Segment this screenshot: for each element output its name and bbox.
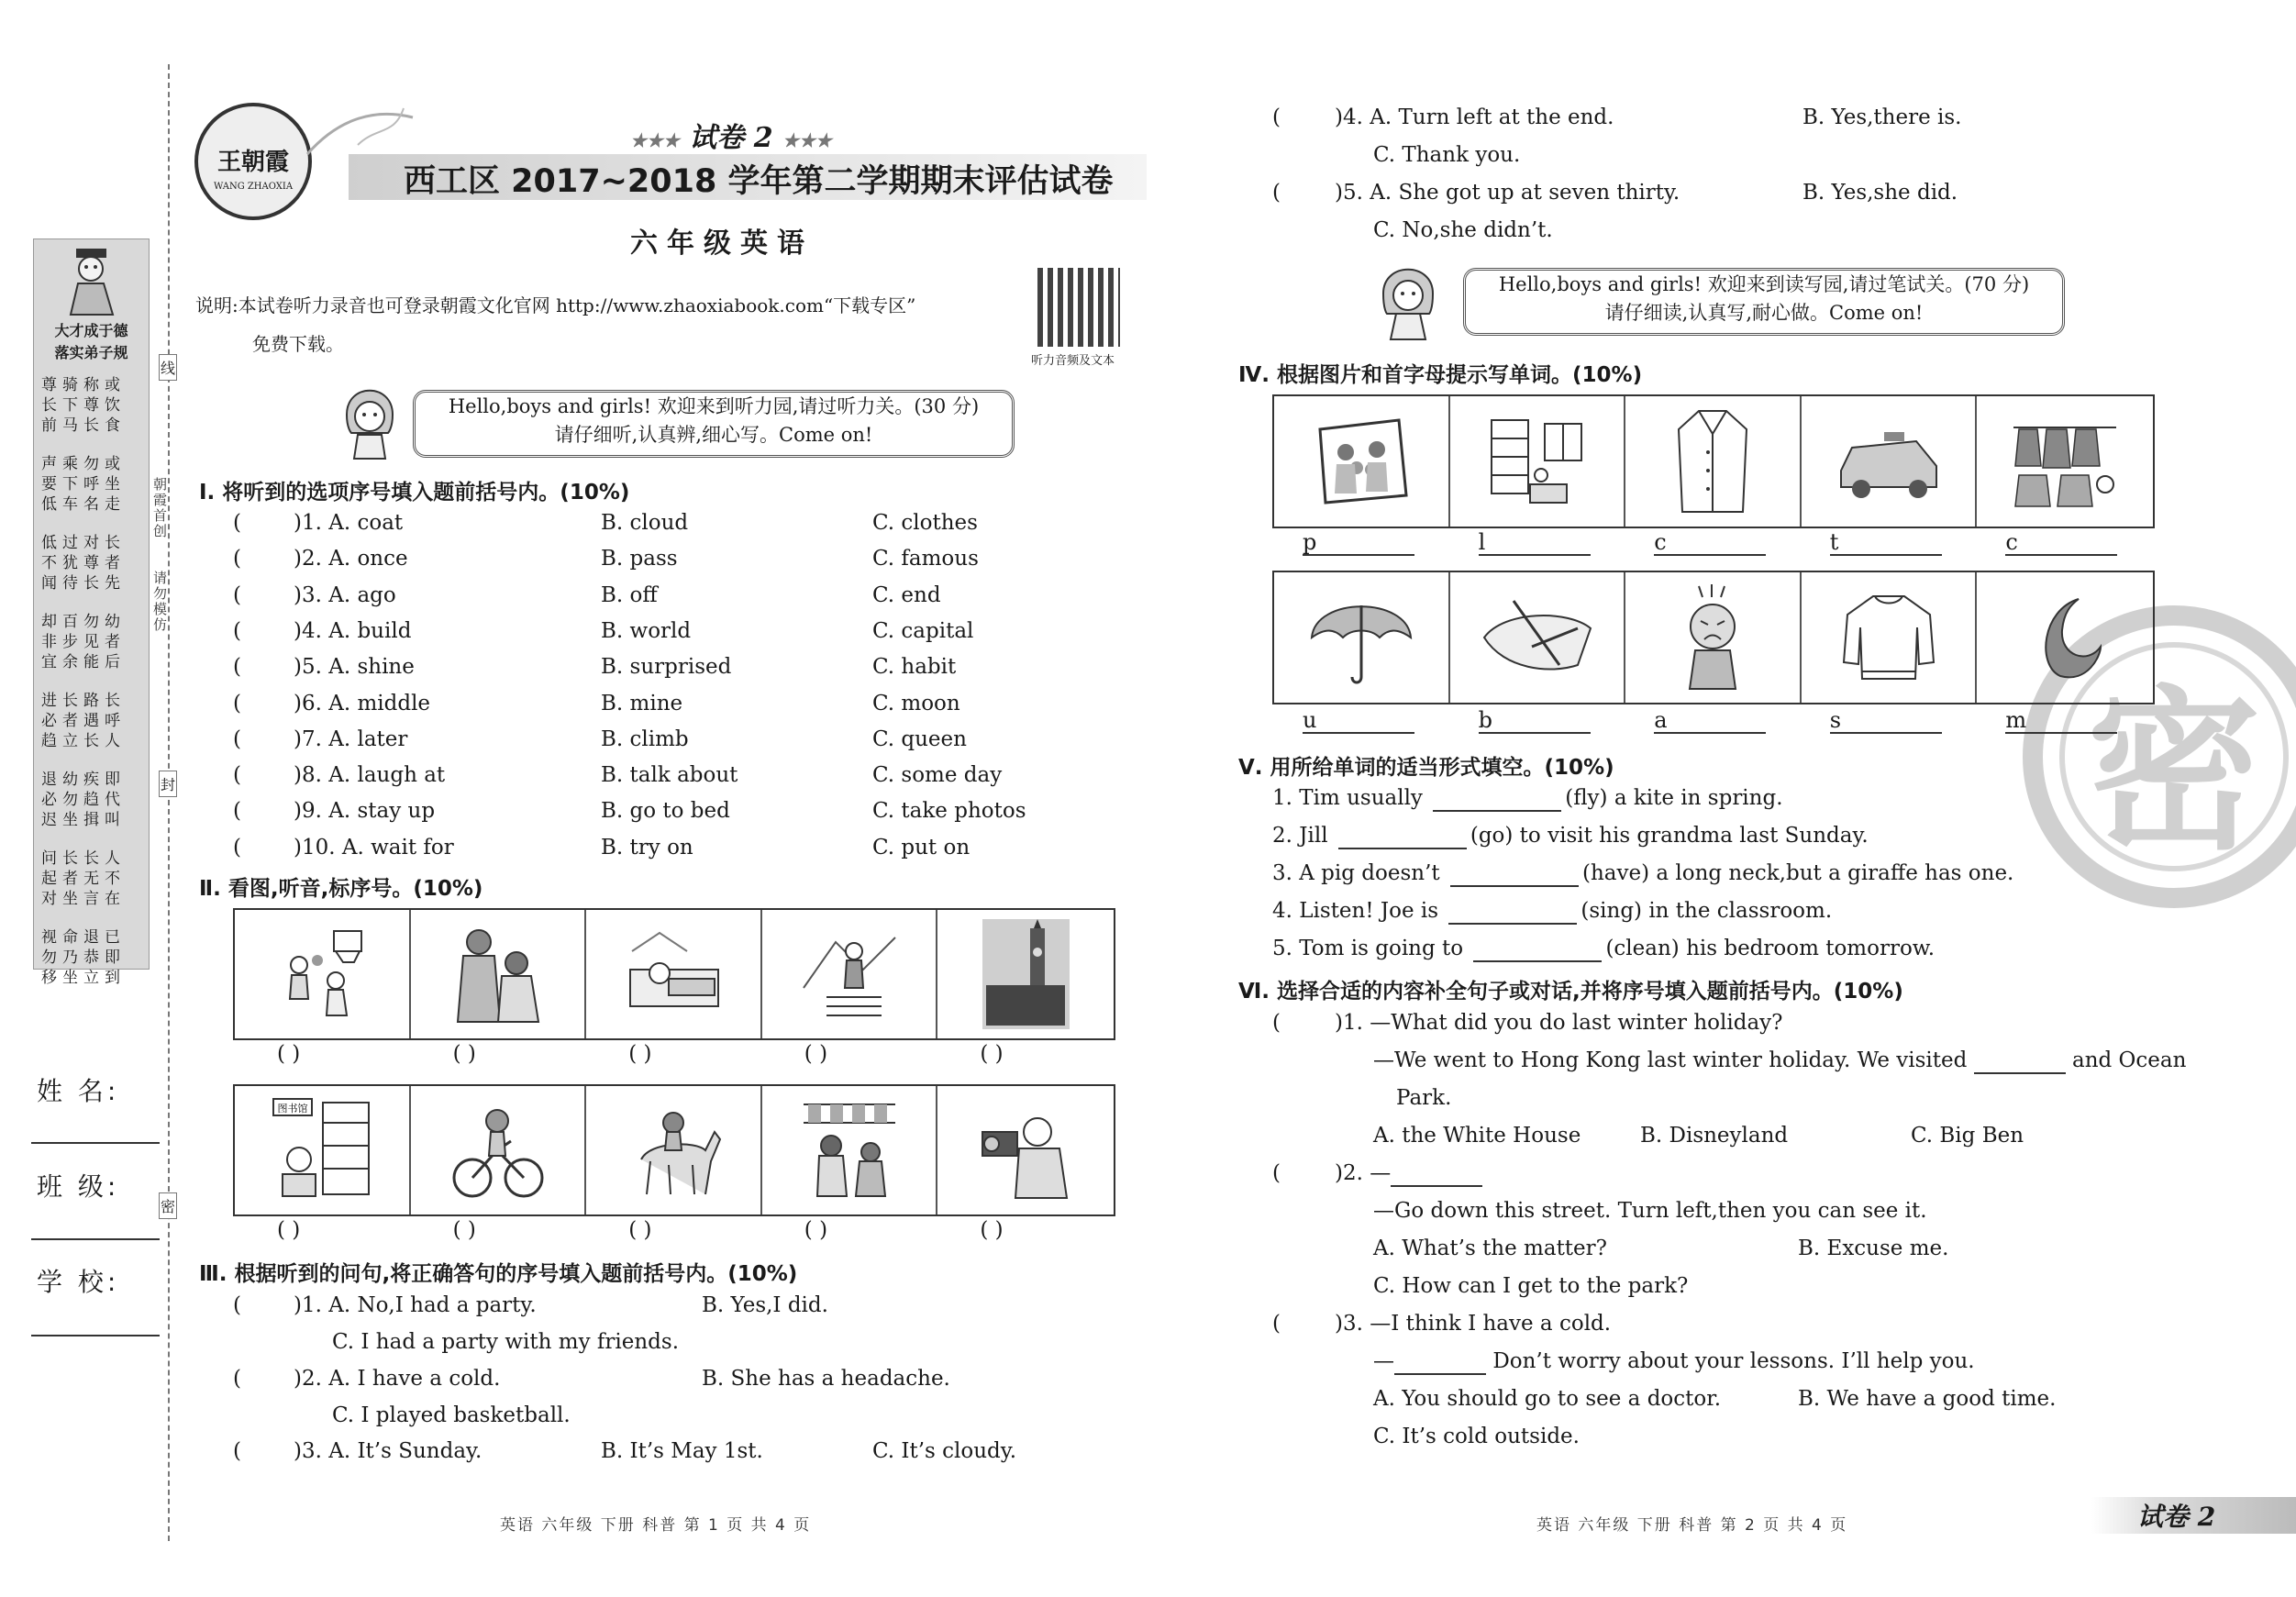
rule-block: 视命退已 勿乃恭即 移坐立到	[41, 928, 126, 987]
option-c: C. It’s cold outside.	[1373, 1425, 1580, 1448]
dialog-text: )2. —	[1335, 1161, 1392, 1185]
answer-bracket[interactable]: (	[1272, 1312, 1281, 1336]
answer-paren[interactable]: ( )	[452, 1218, 476, 1242]
option-n: )4. A. Turn left at the end.	[1335, 105, 1614, 129]
sick-in-bed-icon	[623, 924, 724, 1025]
girl-listening-icon	[338, 378, 402, 460]
moon-icon	[2024, 592, 2106, 683]
option-a: )10. A. wait for	[294, 835, 454, 859]
bubble-line: Hello,boys and girls! 欢迎来到读写园,请过笔试关。(70 分)	[1498, 273, 2030, 295]
picture-cell	[1274, 572, 1450, 703]
initial-letter: a	[1654, 707, 1668, 733]
answer-blank[interactable]	[1974, 1048, 2066, 1074]
initial-letter: c	[2005, 529, 2018, 555]
school-label: 学 校:	[37, 1267, 120, 1297]
option-b: B. mine	[601, 691, 683, 715]
answer-blank[interactable]	[1394, 1349, 1486, 1375]
question-line: Park.	[1396, 1086, 1452, 1110]
picture-cell	[1450, 572, 1626, 703]
clothes-store-icon	[2010, 411, 2120, 512]
listening-bubble	[413, 390, 1015, 458]
option-b: B. climb	[601, 726, 689, 751]
copyright-note: 朝霞首创	[151, 477, 168, 539]
picture-cell	[235, 910, 411, 1038]
name-label: 姓 名:	[37, 1076, 120, 1106]
picture-cell	[235, 1086, 411, 1214]
kids-basketball-icon	[272, 924, 372, 1025]
option-b: B. pass	[601, 547, 678, 571]
coat-icon	[1671, 406, 1754, 516]
bubble-line: Hello,boys and girls! 欢迎来到听力园,请过听力关。(30 分)	[448, 395, 980, 417]
seal-char: 密	[2086, 670, 2261, 873]
option-b: B. Disneyland	[1640, 1124, 1789, 1148]
shopping-icon	[799, 1095, 900, 1205]
answer-bracket[interactable]: (	[233, 1367, 241, 1391]
rule-block: 却百勿幼 非步见者 宜余能后	[41, 613, 126, 671]
option-b: B. It’s May 1st.	[601, 1439, 763, 1463]
boat-icon	[1477, 592, 1596, 683]
writing-bubble	[1463, 268, 2065, 336]
answer-paren[interactable]: ( )	[277, 1218, 301, 1242]
option-a: A. What’s the matter?	[1373, 1237, 1607, 1260]
answer-bracket[interactable]: (	[233, 547, 241, 571]
answer-paren[interactable]: ( )	[628, 1042, 652, 1066]
question-line: )1. —What did you do last winter holiday?	[1335, 1011, 1783, 1035]
answer-bracket[interactable]: (	[233, 618, 241, 643]
option-a: )5. A. shine	[294, 655, 415, 680]
word-blank[interactable]	[2005, 530, 2117, 556]
word-blank[interactable]	[1479, 530, 1591, 556]
option-a: )8. A. laugh at	[294, 763, 446, 788]
rule-block: 声乘勿或 要下呼坐 低车名走	[41, 455, 126, 514]
picture-cell	[1450, 396, 1626, 527]
note-line: 免费下载。	[252, 333, 344, 355]
note-line: 说明:本试卷听力录音也可登录朝霞文化官网 http://www.zhaoxiabook.com“下载专区”	[195, 294, 916, 316]
climbing-mountain-icon	[799, 924, 900, 1025]
option-b: B. off	[601, 582, 658, 607]
initial-letter: m	[2005, 707, 2027, 733]
binding-dash-line	[168, 64, 170, 1541]
answer-paren[interactable]: ( )	[804, 1218, 828, 1242]
answer-bracket[interactable]: (	[233, 1293, 241, 1317]
picture-cell	[762, 1086, 938, 1214]
option-c: C. How can I get to the park?	[1373, 1274, 1689, 1298]
answer-paren[interactable]: ( )	[804, 1042, 828, 1066]
section-1-title: Ⅰ. 将听到的选项序号填入题前括号内。(10%)	[199, 481, 630, 505]
page-footer-left: 英语 六年级 下册 科普 第 1 页 共 4 页	[500, 1516, 812, 1535]
banner-stars: ★★★	[630, 129, 680, 151]
dialog-text: and Ocean	[2071, 1048, 2187, 1072]
section-2-title: Ⅱ. 看图,听音,标序号。(10%)	[199, 877, 483, 901]
big-ben-photo-icon	[982, 919, 1070, 1029]
answer-blank[interactable]	[1450, 861, 1579, 887]
option-c: C. habit	[872, 655, 957, 680]
answer-bracket[interactable]: (	[233, 726, 241, 751]
answer-blank[interactable]	[1433, 786, 1561, 812]
rules-list	[41, 375, 144, 1006]
answer-bracket[interactable]: (	[233, 1439, 241, 1463]
option-c: C. It’s cloudy.	[872, 1439, 1017, 1463]
option-b: B. Yes,she did.	[1802, 181, 1958, 205]
option-c: C. I had a party with my friends.	[332, 1330, 680, 1354]
answer-blank[interactable]	[1338, 824, 1467, 849]
fill-in-sentence	[1272, 899, 1832, 925]
option-c: C. queen	[872, 726, 967, 751]
answer-blank[interactable]	[1448, 899, 1577, 925]
answer-bracket[interactable]: (	[1272, 1011, 1281, 1035]
sentence-end: (clean) his bedroom tomorrow.	[1605, 937, 1936, 960]
option-c: C. capital	[872, 618, 974, 643]
word-blank[interactable]	[1479, 708, 1591, 734]
picture-cell	[1802, 396, 1978, 527]
question-line: —Go down this street. Turn left,then you can see it.	[1373, 1199, 1927, 1223]
bubble-line: 请仔细听,认真辨,细心写。Come on!	[554, 424, 873, 446]
option-c: C. moon	[872, 691, 960, 715]
answer-bracket[interactable]: (	[233, 691, 241, 715]
section-3-title: Ⅲ. 根据听到的问句,将正确答句的序号填入题前括号内。(10%)	[199, 1262, 798, 1286]
option-b: B. world	[601, 618, 692, 643]
picture-cell	[586, 910, 762, 1038]
option-b: B. go to bed	[601, 799, 730, 824]
sentence-start: 4. Listen! Joe is	[1272, 899, 1439, 923]
answer-paren[interactable]: ( )	[628, 1218, 652, 1242]
answer-bracket[interactable]: (	[233, 655, 241, 680]
option-b: B. try on	[601, 835, 693, 859]
question-line: )3. —I think I have a cold.	[1335, 1312, 1612, 1336]
question-line	[1373, 1048, 2186, 1074]
answer-bracket[interactable]: (	[1272, 181, 1281, 205]
picture-cell	[586, 1086, 762, 1214]
umbrella-icon	[1306, 587, 1416, 688]
picture-cell	[1802, 572, 1978, 703]
option-b: B. Yes,I did.	[702, 1293, 828, 1317]
cut-mark: 密	[159, 1192, 177, 1219]
bubble-line: 请仔细读,认真写,耐心做。Come on!	[1604, 302, 1924, 324]
sweater-icon	[1838, 587, 1939, 688]
rule-block: 低过对长 不犹尊者 闻待长先	[41, 534, 126, 593]
initial-letter: p	[1303, 529, 1317, 555]
library-icon	[1486, 411, 1587, 512]
initial-letter: s	[1829, 707, 1842, 733]
fill-in-sentence	[1272, 786, 1783, 812]
section-6-title: Ⅵ. 选择合适的内容补全句子或对话,并将序号填入题前括号内。(10%)	[1238, 980, 1903, 1004]
answer-paren[interactable]: ( )	[452, 1042, 476, 1066]
class-label: 班 级:	[37, 1171, 120, 1202]
motto-line: 大才成于德	[54, 322, 128, 339]
option-a: )6. A. middle	[294, 691, 431, 715]
option-a: )4. A. build	[294, 618, 412, 643]
option-n: )2. A. I have a cold.	[294, 1367, 501, 1391]
taxi-icon	[1834, 416, 1944, 507]
word-blank[interactable]	[1830, 708, 1942, 734]
option-a: )3. A. ago	[294, 582, 396, 607]
word-blank[interactable]	[1303, 530, 1414, 556]
picture-cell	[937, 1086, 1114, 1214]
sentence-start: 2. Jill	[1272, 824, 1328, 848]
initial-letter: b	[1478, 707, 1492, 733]
girls-dressing-icon	[447, 919, 548, 1029]
sentence-start: 3. A pig doesn’t	[1272, 861, 1440, 885]
word-blank[interactable]	[1830, 530, 1942, 556]
fill-in-sentence	[1272, 861, 2013, 887]
picture-cell	[1274, 396, 1450, 527]
initial-letter: t	[1829, 529, 1839, 555]
qr-code-icon[interactable]	[1037, 268, 1120, 347]
sentence-start: 5. Tom is going to	[1272, 937, 1464, 960]
option-b: B. Excuse me.	[1798, 1237, 1949, 1260]
word-picture-row-1	[1272, 394, 2155, 528]
cut-mark: 封	[159, 771, 177, 797]
option-c: C. Thank you.	[1373, 143, 1521, 167]
section-4-title: Ⅳ. 根据图片和首字母提示写单词。(10%)	[1238, 363, 1643, 387]
scholar-figure-icon	[61, 247, 121, 318]
option-c: C. clothes	[872, 511, 978, 535]
option-c: C. some day	[872, 763, 1003, 788]
question-line	[1373, 1349, 1975, 1375]
page-title: 西工区 2017~2018 学年第二学期期末评估试卷	[404, 163, 1114, 200]
answer-bracket[interactable]: (	[1272, 105, 1281, 129]
class-field[interactable]	[31, 1238, 160, 1240]
option-a: A. You should go to see a doctor.	[1373, 1387, 1722, 1411]
sentence-end: (fly) a kite in spring.	[1565, 786, 1783, 810]
riding-bike-icon	[447, 1095, 548, 1205]
brand-name: 王朝霞	[216, 149, 289, 176]
picture-cell	[1625, 396, 1802, 527]
rule-block: 问长长人 起者无不 对坐言在	[41, 849, 126, 908]
section-5-title: Ⅴ. 用所给单词的适当形式填空。(10%)	[1238, 756, 1614, 780]
sentence-end: (go) to visit his grandma last Sunday.	[1470, 824, 1869, 848]
fill-in-sentence	[1272, 824, 1869, 849]
answer-bracket[interactable]: (	[233, 799, 241, 824]
word-picture-row-2	[1272, 571, 2155, 704]
library-reading-icon	[272, 1095, 372, 1205]
answer-bracket[interactable]: (	[1272, 1161, 1281, 1185]
option-n: )5. A. She got up at seven thirty.	[1335, 181, 1680, 205]
answer-bracket[interactable]: (	[233, 763, 241, 788]
banner-label: 试卷 2	[689, 122, 773, 154]
page-footer-right: 英语 六年级 下册 科普 第 2 页 共 4 页	[1536, 1516, 1848, 1535]
dialog-text: Don’t worry about your lessons. I’ll help you.	[1492, 1349, 1975, 1373]
answer-paren[interactable]: ( )	[980, 1218, 1004, 1242]
brand-logo	[194, 103, 312, 220]
option-c: C. I played basketball.	[332, 1403, 571, 1427]
fill-in-sentence	[1272, 937, 1935, 962]
page-subtitle: 六年级英语	[630, 227, 814, 260]
family-photo-icon	[1311, 411, 1412, 512]
option-a: )9. A. stay up	[294, 799, 436, 824]
rule-block: 退幼疾即 必勿趋代 迟坐揖叫	[41, 771, 126, 829]
picture-cell	[1977, 396, 2153, 527]
dialog-text: —	[1373, 1349, 1394, 1373]
option-b: B. We have a good time.	[1798, 1387, 2057, 1411]
picture-grid-row-2	[233, 1084, 1115, 1216]
option-c: C. put on	[872, 835, 971, 859]
option-b: B. cloud	[601, 511, 689, 535]
picture-grid-row-1	[233, 908, 1115, 1040]
taking-photo-icon	[975, 1095, 1076, 1205]
sidebar-motto-panel	[33, 238, 150, 987]
option-c: C. end	[872, 582, 941, 607]
name-field[interactable]	[31, 1142, 160, 1144]
answer-bracket[interactable]: (	[233, 511, 241, 535]
motto-line: 落实弟子规	[54, 344, 128, 361]
girl-writing-icon	[1376, 257, 1440, 341]
option-c: C. No,she didn’t.	[1373, 218, 1553, 242]
exam-number-banner	[630, 115, 832, 155]
option-a: A. the White House	[1373, 1124, 1581, 1148]
option-a: )7. A. later	[294, 726, 408, 751]
picture-cell	[762, 910, 938, 1038]
picture-cell	[937, 910, 1114, 1038]
initial-letter: c	[1654, 529, 1667, 555]
banner-stars: ★★★	[782, 129, 832, 151]
option-b: B. She has a headache.	[702, 1367, 950, 1391]
option-n: )1. A. No,I had a party.	[294, 1293, 537, 1317]
word-blank[interactable]	[1303, 708, 1414, 734]
question-line	[1335, 1161, 1482, 1187]
angry-boy-icon	[1671, 582, 1754, 693]
answer-blank[interactable]	[1473, 937, 1602, 962]
initial-letter: l	[1478, 529, 1486, 555]
sentence-end: (sing) in the classroom.	[1581, 899, 1833, 923]
option-b: B. surprised	[601, 655, 732, 680]
rule-block: 进长路长 必者遇呼 趋立长人	[41, 692, 126, 750]
sentence-start: 1. Tim usually	[1272, 786, 1423, 810]
word-blank[interactable]	[2005, 708, 2117, 734]
answer-bracket[interactable]: (	[233, 582, 241, 607]
option-a: )1. A. coat	[294, 511, 404, 535]
answer-blank[interactable]	[1391, 1161, 1482, 1187]
brand-name-en: WANG ZHAOXIA	[213, 182, 294, 192]
option-c: C. take photos	[872, 799, 1026, 824]
option-b: B. talk about	[601, 763, 738, 788]
corner-label: 试卷 2	[2137, 1502, 2216, 1532]
rule-block: 尊骑称或 长下尊饮 前马长食	[41, 376, 126, 435]
copyright-note: 请勿模仿	[151, 571, 168, 633]
library-sign: 图书馆	[277, 1103, 308, 1115]
word-blank[interactable]	[1654, 708, 1766, 734]
option-c: C. Big Ben	[1911, 1124, 2024, 1148]
qr-caption: 听力音频及文本	[1031, 354, 1115, 368]
riding-horse-icon	[623, 1095, 724, 1205]
picture-cell	[1977, 572, 2153, 703]
answer-paren[interactable]: ( )	[980, 1042, 1004, 1066]
download-note	[195, 286, 1003, 363]
dialog-text: —We went to Hong Kong last winter holiday. We visited	[1373, 1048, 1968, 1072]
picture-cell	[411, 910, 587, 1038]
school-field[interactable]	[31, 1335, 160, 1336]
word-blank[interactable]	[1654, 530, 1766, 556]
option-n: )3. A. It’s Sunday.	[294, 1439, 482, 1463]
answer-paren[interactable]: ( )	[277, 1042, 301, 1066]
picture-cell	[1625, 572, 1802, 703]
sentence-end: (have) a long neck,but a giraffe has one.	[1581, 861, 2014, 885]
option-c: C. famous	[872, 547, 979, 571]
cut-mark: 线	[159, 354, 177, 381]
initial-letter: u	[1303, 707, 1317, 733]
picture-cell	[411, 1086, 587, 1214]
answer-bracket[interactable]: (	[233, 835, 241, 859]
option-a: )2. A. once	[294, 547, 408, 571]
option-b: B. Yes,there is.	[1802, 105, 1962, 129]
